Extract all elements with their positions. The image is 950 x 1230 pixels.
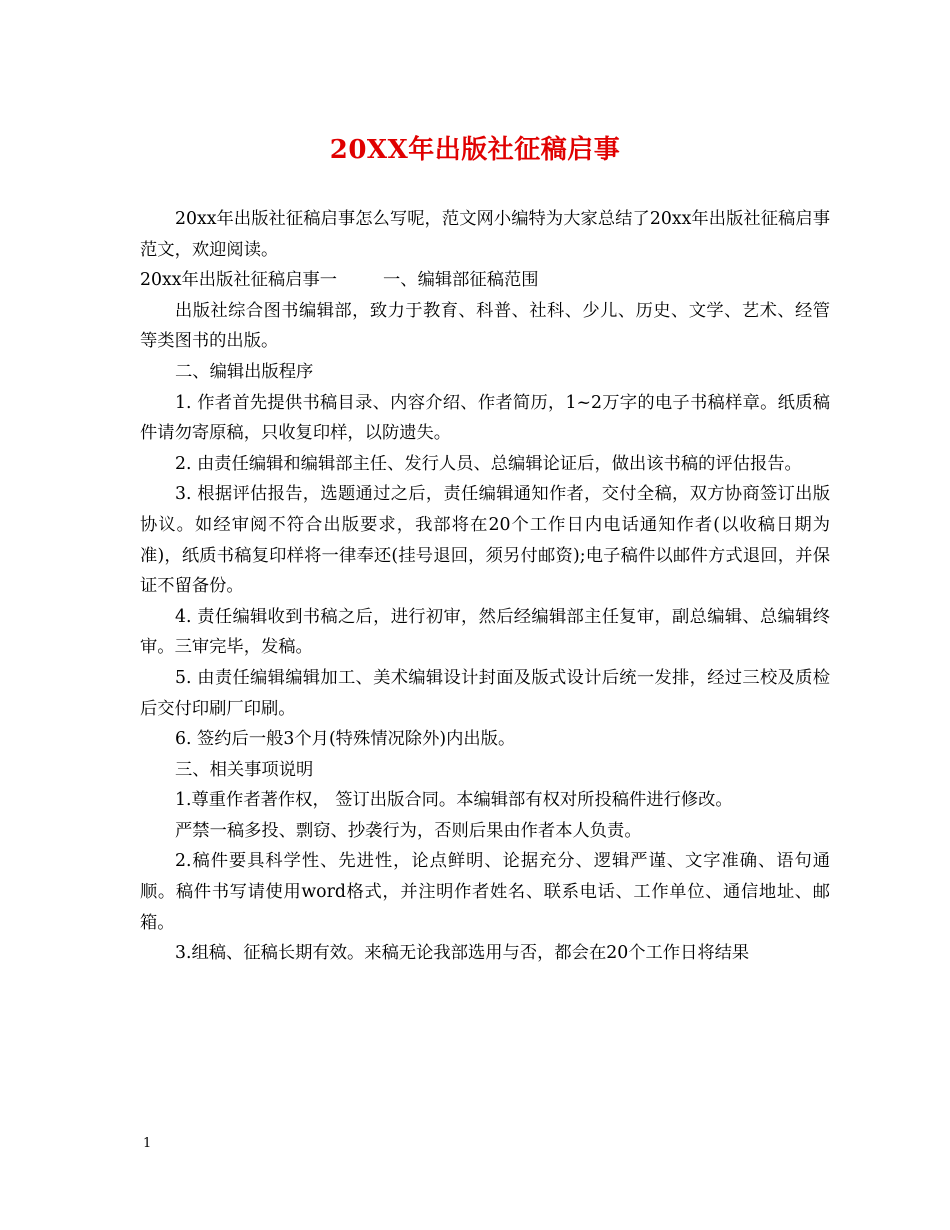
paragraph-intro: 20xx年出版社征稿启事怎么写呢，范文网小编特为大家总结了20xx年出版社征稿启事范文，欢迎阅读。 xyxy=(140,209,830,260)
paragraph-scope: 出版社综合图书编辑部，致力于教育、科普、社科、少儿、历史、文学、艺术、经管等类图书的出版。 xyxy=(140,300,830,352)
page-number: 1 xyxy=(143,1136,152,1151)
paragraph-note-2: 2.稿件要具科学性、先进性，论点鲜明、论据充分、逻辑严谨、文字准确、语句通顺。稿件书写请使用word格式，并注明作者姓名、联系电话、工作单位、通信地址、邮箱。 xyxy=(140,851,830,933)
section-three-heading: 三、相关事项说明 xyxy=(175,759,314,780)
paragraph-step-1: 1. 作者首先提供书稿目录、内容介绍、作者简历，1~2万字的电子书稿样章。纸质稿件请勿寄原稿，只收复印样，以防遗失。 xyxy=(140,392,830,444)
paragraph-step-2: 2. 由责任编辑和编辑部主任、发行人员、总编辑论证后，做出该书稿的评估报告。 xyxy=(175,453,802,474)
paragraph-step-4: 4. 责任编辑收到书稿之后，进行初审，然后经编辑部主任复审，副总编辑、总编辑终审。三审完毕，发稿。 xyxy=(140,606,830,658)
paragraph-note-1a: 1.尊重作者著作权， 签订出版合同。本编辑部有权对所投稿件进行修改。 xyxy=(175,790,733,811)
section-two-heading: 二、编辑出版程序 xyxy=(175,361,314,382)
paragraph-note-3: 3.组稿、征稿长期有效。来稿无论我部选用与否，都会在20个工作日将结果 xyxy=(175,943,750,964)
section-one-heading: 一、编辑部征稿范围 xyxy=(383,270,539,291)
paragraph-heading-line xyxy=(140,265,830,296)
paragraph-note-1b: 严禁一稿多投、剽窃、抄袭行为，否则后果由作者本人负责。 xyxy=(175,820,642,841)
paragraph-step-5: 5. 由责任编辑编辑加工、美术编辑设计封面及版式设计后统一发排，经过三校及质检后交付印刷厂印刷。 xyxy=(140,667,830,719)
paragraph-step-3: 3. 根据评估报告，选题通过之后，责任编辑通知作者，交付全稿，双方协商签订出版协议。如经审阅不符合出版要求，我部将在20个工作日内电话通知作者(以收稿日期为准)，纸质书稿复印样将一律奉还(挂号退回，须另付邮资);电子稿件以邮件方式退回，并保证不留备份。 xyxy=(140,484,830,597)
document-body xyxy=(140,204,830,969)
document-title: 20XX年出版社征稿启事 xyxy=(329,135,621,165)
paragraph-step-6: 6. 签约后一般3个月(特殊情况除外)内出版。 xyxy=(175,729,516,750)
sample-heading: 20xx年出版社征稿启事一 xyxy=(140,270,338,291)
